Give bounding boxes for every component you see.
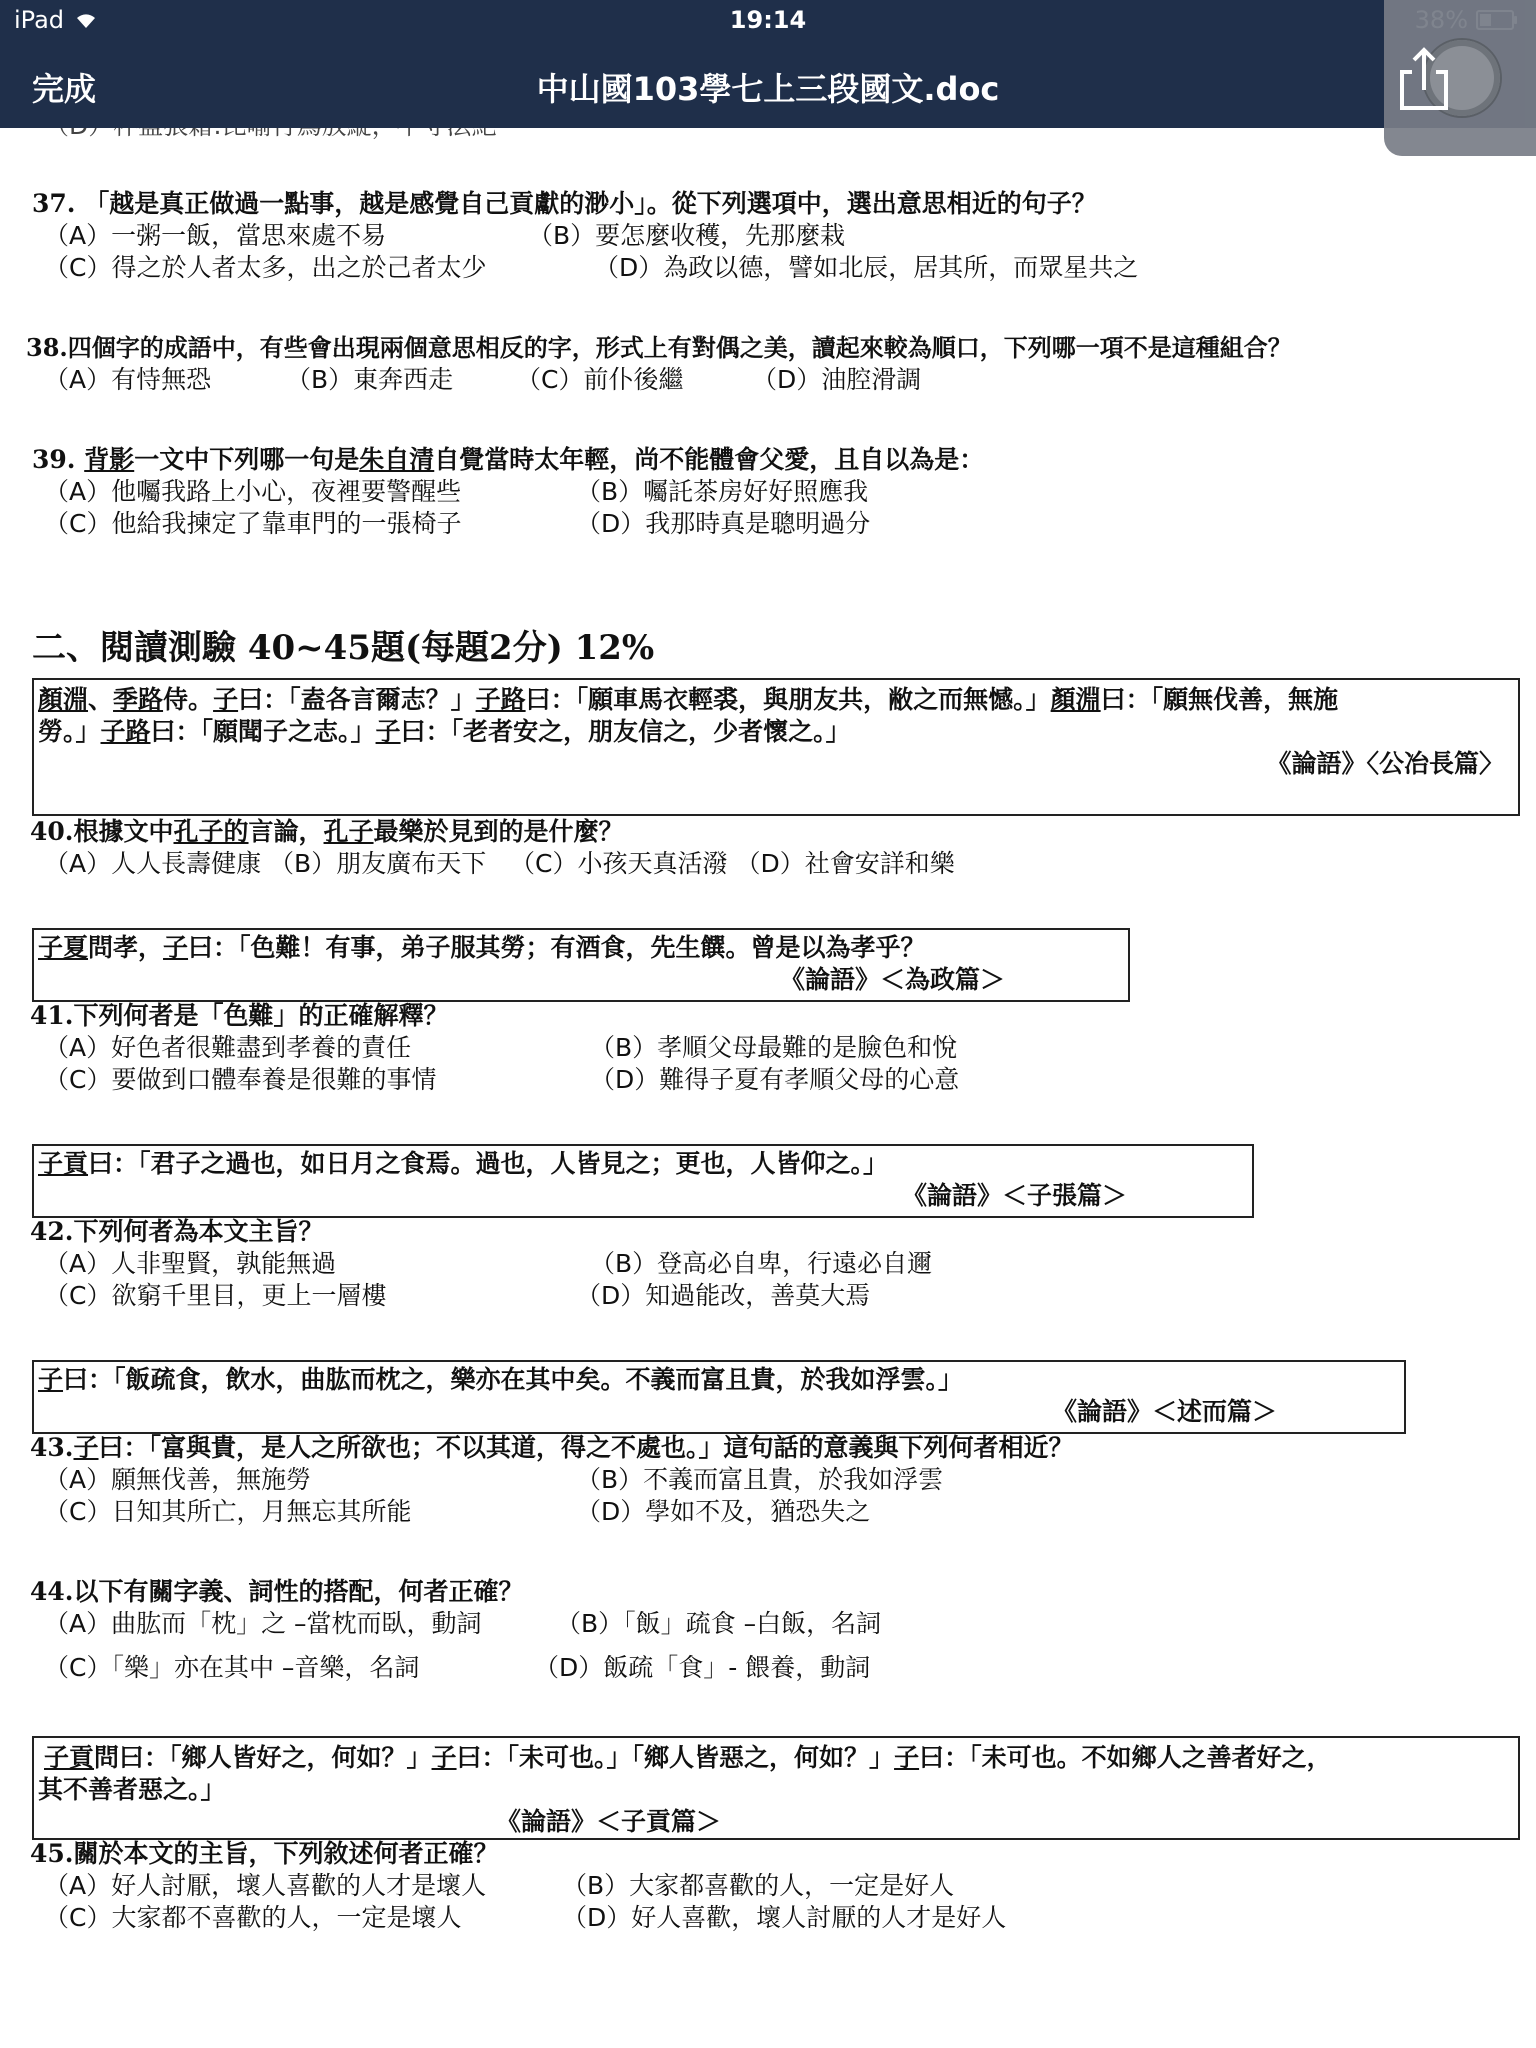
question-38-stem: 38.四個字的成語中，有些會出現兩個意思相反的字，形式上有對偶之美，讀起來較為順口，下列哪一項不是這種組合？ [26, 333, 1292, 362]
question-41-stem: 41.下列何者是「色難」的正確解釋？ [30, 1001, 449, 1030]
question-40-stem: 40.根據文中孔子的言論，孔子最樂於見到的是什麼？ [30, 817, 624, 846]
document-title: 中山國103學七上三段國文.doc [536, 70, 1000, 108]
question-45-option-d: （D）好人喜歡，壞人討厭的人才是好人 [562, 1903, 1007, 1932]
passage-5-line-2: 其不善者惡之。」 [38, 1775, 226, 1804]
passage-5-source: 《論語》＜子貢篇＞ [496, 1807, 722, 1836]
question-41-option-c: （C）要做到口體奉養是很難的事情 [44, 1065, 437, 1094]
question-37-option-c: （C）得之於人者太多，出之於己者太少 [44, 253, 487, 282]
question-41-option-d: （D）難得子夏有孝順父母的心意 [590, 1065, 960, 1094]
question-38-option-d: （D）油腔滑調 [752, 365, 922, 394]
question-43-stem: 43.子曰：「富與貴，是人之所欲也；不以其道，得之不處也。」這句話的意義與下列何者相近？ [30, 1433, 1074, 1462]
nav-bar [0, 46, 1536, 122]
passage-3-line: 子貢曰：「君子之過也，如日月之食焉。過也，人皆見之；更也，人皆仰之。」 [38, 1149, 889, 1178]
question-38-option-a: （A）有恃無恐 [44, 365, 212, 394]
device-name: iPad [14, 6, 65, 34]
question-44-option-d: （D）飯疏「食」- 餵養，動詞 [534, 1653, 871, 1682]
question-42-stem: 42.下列何者為本文主旨？ [30, 1217, 324, 1246]
status-time: 19:14 [729, 6, 807, 34]
passage-4-line: 子曰：「飯疏食，飲水，曲肱而枕之，樂亦在其中矣。不義而富且貴，於我如浮雲。」 [38, 1365, 964, 1394]
passage-box-2 [32, 928, 1130, 1002]
question-45-stem: 45.關於本文的主旨，下列敘述何者正確？ [30, 1839, 499, 1868]
done-button[interactable]: 完成 [32, 70, 97, 108]
question-42-option-d: （D）知過能改，善莫大焉 [576, 1281, 871, 1310]
share-icon [1394, 46, 1454, 112]
question-42-option-a: （A）人非聖賢，孰能無過 [44, 1249, 337, 1278]
question-44-option-b: （B）「飯」疏食 –白飯，名詞 [556, 1609, 882, 1638]
question-44-option-a: （A）曲肱而「枕」之 –當枕而臥，動詞 [44, 1609, 482, 1638]
question-43-option-a: （A）願無伐善，無施勞 [44, 1465, 312, 1494]
question-43-option-b: （B）不義而富且貴，於我如浮雲 [576, 1465, 944, 1494]
passage-4-source: 《論語》＜述而篇＞ [1052, 1397, 1278, 1426]
question-39-option-d: （D）我那時真是聰明過分 [576, 509, 871, 538]
passage-1-source: 《論語》〈公冶長篇〉 [1266, 749, 1504, 778]
passage-box-3 [32, 1144, 1254, 1218]
question-41-option-b: （B）孝順父母最難的是臉色和悅 [590, 1033, 958, 1062]
question-38-option-b: （B）東奔西走 [286, 365, 454, 394]
question-37-option-a: （A）一粥一飯，當思來處不易 [44, 221, 387, 250]
question-41-option-a: （A）好色者很難盡到孝養的責任 [44, 1033, 412, 1062]
status-bar [0, 0, 1536, 40]
question-39-option-c: （C）他給我揀定了靠車門的一張椅子 [44, 509, 462, 538]
question-40-options: （A）人人長壽健康 （B）朋友廣布天下 （C）小孩天真活潑 （D）社會安詳和樂 [44, 849, 955, 878]
question-38-option-c: （C）前仆後繼 [516, 365, 684, 394]
question-43-option-d: （D）學如不及，猶恐失之 [576, 1497, 871, 1526]
passage-5-line-1: 子貢問曰：「鄉人皆好之，何如？」子曰：「未可也。」「鄉人皆惡之，何如？」子曰：「未可也。不如鄉人之善者好之， [44, 1743, 1332, 1772]
passage-1-line-1: 顏淵、季路侍。子曰：「盍各言爾志？」子路曰：「願車馬衣輕裘，與朋友共，敝之而無憾。」顏淵曰：「願無伐善，無施 [38, 685, 1339, 714]
question-43-option-c: （C）日知其所亡，月無忘其所能 [44, 1497, 412, 1526]
question-45-option-b: （B）大家都喜歡的人，一定是好人 [562, 1871, 955, 1900]
passage-2-line: 子夏問孝，子曰：「色難！有事，弟子服其勞；有酒食，先生饌。曾是以為孝乎？ [38, 933, 926, 962]
question-39-option-a: （A）他囑我路上小心，夜裡要警醒些 [44, 477, 462, 506]
question-45-option-c: （C）大家都不喜歡的人，一定是壞人 [44, 1903, 462, 1932]
top-bar [0, 0, 1536, 128]
question-42-option-b: （B）登高必自卑，行遠必自邇 [590, 1249, 933, 1278]
question-37-option-d: （D）為政以德，譬如北辰，居其所，而眾星共之 [594, 253, 1139, 282]
passage-3-source: 《論語》＜子張篇＞ [902, 1181, 1128, 1210]
section-heading: 二、閱讀測驗 40~45題(每題2分) 12% [32, 628, 655, 668]
passage-box-5 [32, 1736, 1520, 1840]
question-37-stem: 37. 「越是真正做過一點事，越是感覺自己貢獻的渺小」。從下列選項中，選出意思相近的句子？ [32, 189, 1097, 218]
question-42-option-c: （C）欲窮千里目，更上一層樓 [44, 1281, 387, 1310]
question-39-option-b: （B）囑託茶房好好照應我 [576, 477, 869, 506]
question-44-option-c: （C）「樂」亦在其中 –音樂，名詞 [44, 1653, 420, 1682]
passage-2-source: 《論語》＜為政篇＞ [780, 965, 1006, 994]
question-44-stem: 44.以下有關字義、詞性的搭配，何者正確？ [30, 1577, 524, 1606]
passage-box-1 [32, 678, 1520, 816]
question-37-option-b: （B）要怎麼收穫，先那麼栽 [528, 221, 846, 250]
question-39-stem: 39. 背影一文中下列哪一句是朱自清自覺當時太年輕，尚不能體會父愛，且自以為是： [32, 445, 985, 474]
question-45-option-a: （A）好人討厭，壞人喜歡的人才是壞人 [44, 1871, 487, 1900]
passage-box-4 [32, 1360, 1406, 1434]
passage-1-line-2: 勞。」子路曰：「願聞子之志。」子曰：「老者安之，朋友信之，少者懷之。」 [38, 717, 851, 746]
